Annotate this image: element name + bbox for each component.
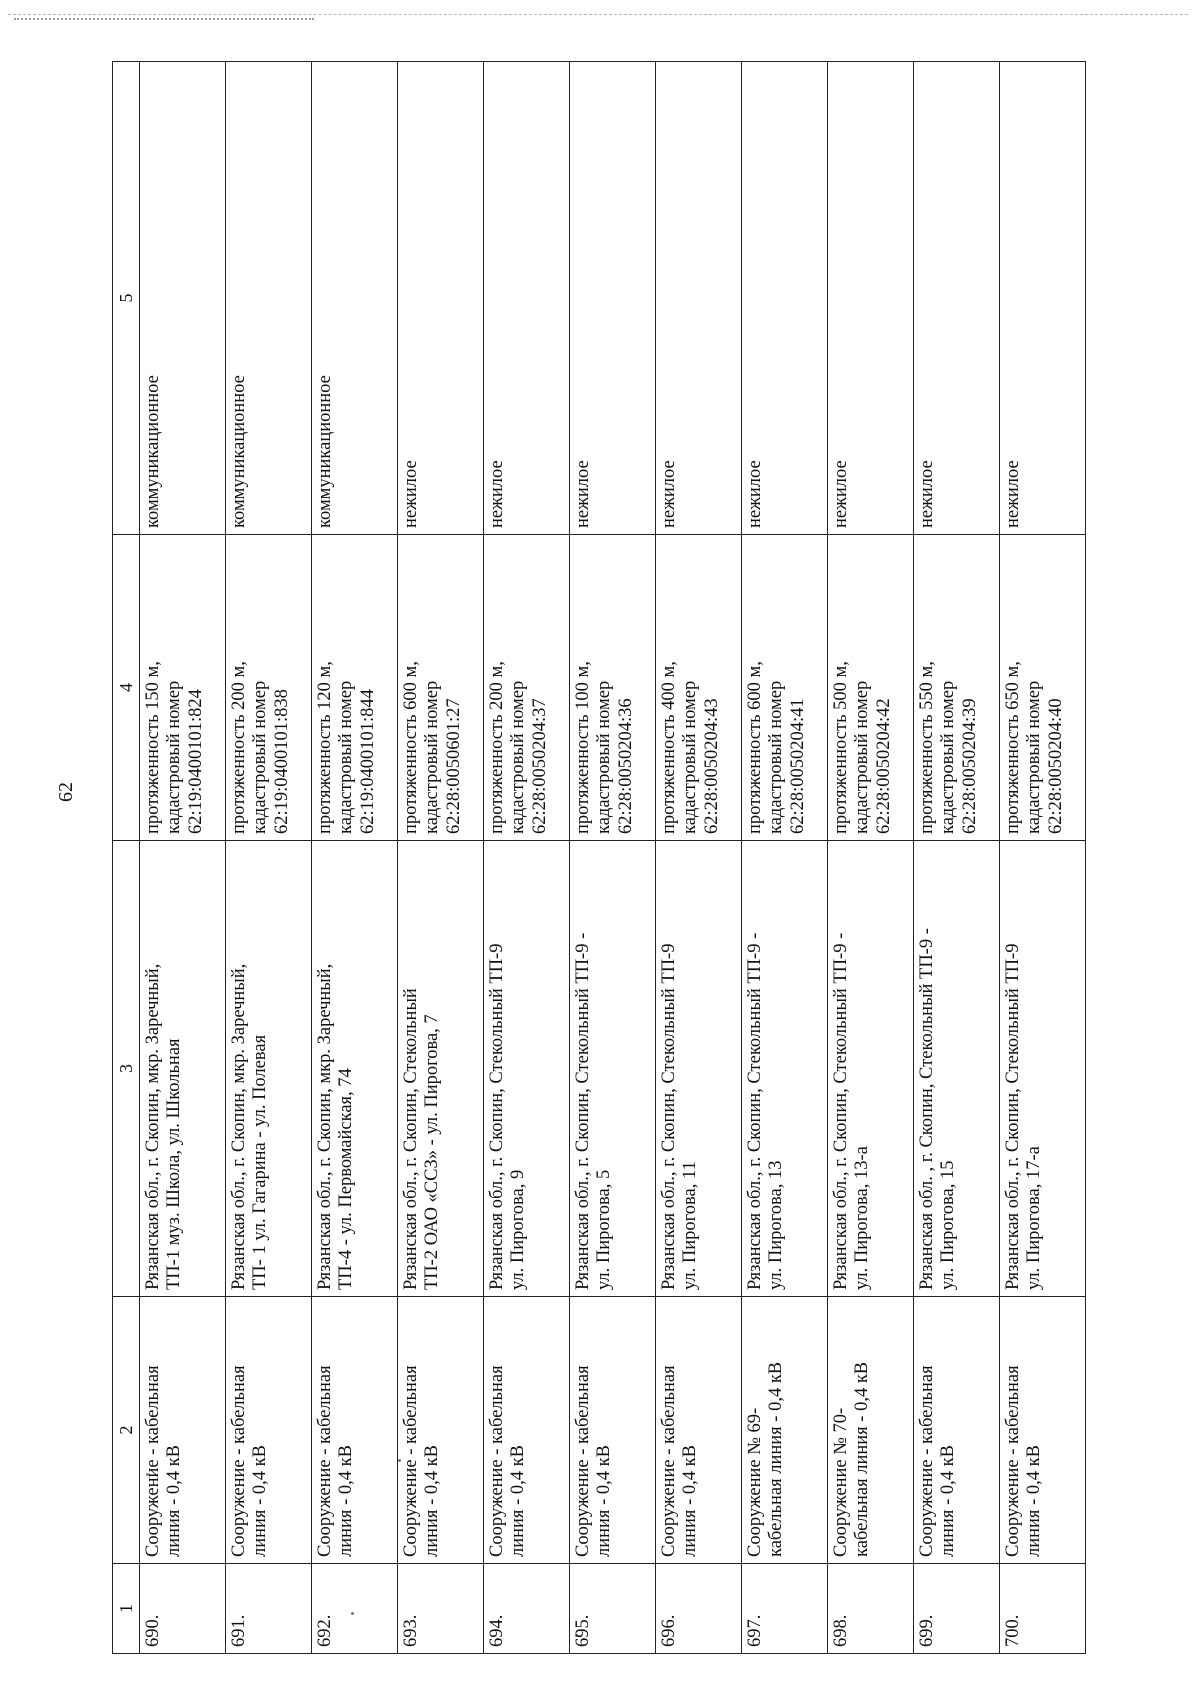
address-cell: Рязанская обл., г. Скопин, Стекольный ТП-9 - ул. Пирогова, 13-а <box>828 841 914 1297</box>
object-name-cell: Сооружение - кабельная линия - 0,4 кВ <box>140 1297 226 1564</box>
address-cell: Рязанская обл., г. Скопин, мкр. Заречный, ТП-1 муз. Школа, ул. Школьная <box>140 841 226 1297</box>
purpose-cell: нежилое <box>570 62 656 535</box>
column-header: 2 <box>113 1297 140 1564</box>
details-cell: протяженность 100 м, кадастровый номер 62:28:0050204:36 <box>570 535 656 841</box>
object-name-cell: Сооружение - кабельная линия - 0,4 кВ <box>656 1297 742 1564</box>
details-cell: протяженность 200 м, кадастровый номер 62:28:0050204:37 <box>484 535 570 841</box>
table-row <box>140 62 226 1654</box>
row-number: 692. <box>312 1564 398 1654</box>
page-number: 62 <box>55 782 77 802</box>
column-header: 3 <box>113 841 140 1297</box>
table-row <box>570 62 656 1654</box>
object-name-cell: Сооружение - кабельная линия - 0,4 кВ <box>484 1297 570 1564</box>
rotated-table-frame <box>112 62 1080 1654</box>
address-cell: Рязанская обл., г. Скопин, Стекольный ТП-9 ул. Пирогова, 17-а <box>1000 841 1086 1297</box>
purpose-cell: нежилое <box>1000 62 1086 535</box>
purpose-cell: коммуникационное <box>140 62 226 535</box>
object-name-cell: Сооружение № 69- кабельная линия - 0,4 кВ <box>742 1297 828 1564</box>
table-row <box>312 62 398 1654</box>
address-cell: Рязанская обл., г. Скопин, Стекольный ТП-9 ул. Пирогова, 11 <box>656 841 742 1297</box>
purpose-cell: нежилое <box>914 62 1000 535</box>
object-name-cell: Сооружение - кабельная линия - 0,4 кВ <box>312 1297 398 1564</box>
object-name-cell: Сооружение - кабельная линия - 0,4 кВ <box>1000 1297 1086 1564</box>
scan-edge-mark <box>14 18 314 22</box>
address-cell: Рязанская обл., г. Скопин, мкр. Заречный, ТП- 1 ул. Гагарина - ул. Полевая <box>226 841 312 1297</box>
header-row <box>113 62 140 1654</box>
details-cell: протяженность 500 м, кадастровый номер 62:28:0050204:42 <box>828 535 914 841</box>
table-row <box>828 62 914 1654</box>
row-number: 697. <box>742 1564 828 1654</box>
object-name-cell: Сооружение - кабельная линия - 0,4 кВ <box>570 1297 656 1564</box>
object-name-cell: Сооружение № 70- кабельная линия - 0,4 кВ <box>828 1297 914 1564</box>
table-row <box>226 62 312 1654</box>
details-cell: протяженность 650 м, кадастровый номер 62:28:0050204:40 <box>1000 535 1086 841</box>
purpose-cell: нежилое <box>828 62 914 535</box>
row-number: 696. <box>656 1564 742 1654</box>
address-cell: Рязанская обл., г. Скопин, Стекольный ТП-9 ул. Пирогова, 9 <box>484 841 570 1297</box>
row-number: 693. <box>398 1564 484 1654</box>
details-cell: протяженность 120 м, кадастровый номер 62:19:0400101:844 <box>312 535 398 841</box>
details-cell: протяженность 600 м, кадастровый номер 62:28:0050204:41 <box>742 535 828 841</box>
object-name-cell: Сооружение - кабельная линия - 0,4 кВ <box>226 1297 312 1564</box>
column-header: 4 <box>113 535 140 841</box>
address-cell: Рязанская обл. , г. Скопин, Стекольный ТП-9 - ул. Пирогова, 15 <box>914 841 1000 1297</box>
details-cell: протяженность 150 м, кадастровый номер 62:19:0400101:824 <box>140 535 226 841</box>
details-cell: протяженность 550 м, кадастровый номер 62:28:0050204:39 <box>914 535 1000 841</box>
scan-edge-line <box>8 14 1188 16</box>
details-cell: протяженность 200 м, кадастровый номер 62:19:0400101:838 <box>226 535 312 841</box>
row-number: 690. <box>140 1564 226 1654</box>
column-header: 1 <box>113 1564 140 1654</box>
purpose-cell: нежилое <box>656 62 742 535</box>
purpose-cell: коммуникационное <box>226 62 312 535</box>
row-number: 695. <box>570 1564 656 1654</box>
row-number: 699. <box>914 1564 1000 1654</box>
purpose-cell: нежилое <box>742 62 828 535</box>
address-cell: Рязанская обл., г. Скопин, Стекольный ТП-9 - ул. Пирогова, 13 <box>742 841 828 1297</box>
table-row <box>742 62 828 1654</box>
object-name-cell: Сооружение - кабельная линия - 0,4 кВ <box>914 1297 1000 1564</box>
purpose-cell: нежилое <box>484 62 570 535</box>
row-number: 694. <box>484 1564 570 1654</box>
purpose-cell: нежилое <box>398 62 484 535</box>
table-row <box>914 62 1000 1654</box>
table-row <box>1000 62 1086 1654</box>
table-landscape <box>112 62 1080 1654</box>
row-number: 691. <box>226 1564 312 1654</box>
details-cell: протяженность 600 м, кадастровый номер 62:28:0050601:27 <box>398 535 484 841</box>
table-row <box>398 62 484 1654</box>
registry-table <box>112 61 1086 1654</box>
row-number: 698. <box>828 1564 914 1654</box>
address-cell: Рязанская обл., г. Скопин, Стекольный ТП-2 ОАО «ССЗ» - ул. Пирогова, 7 <box>398 841 484 1297</box>
details-cell: протяженность 400 м, кадастровый номер 62:28:0050204:43 <box>656 535 742 841</box>
object-name-cell: Сооружение - кабельная линия - 0,4 кВ <box>398 1297 484 1564</box>
table-row <box>656 62 742 1654</box>
column-header: 5 <box>113 62 140 535</box>
table-row <box>484 62 570 1654</box>
purpose-cell: коммуникационное <box>312 62 398 535</box>
address-cell: Рязанская обл., г. Скопин, мкр. Заречный, ТП-4 - ул. Первомайская, 74 <box>312 841 398 1297</box>
address-cell: Рязанская обл., г. Скопин, Стекольный ТП-9 - ул. Пирогова, 5 <box>570 841 656 1297</box>
row-number: 700. <box>1000 1564 1086 1654</box>
